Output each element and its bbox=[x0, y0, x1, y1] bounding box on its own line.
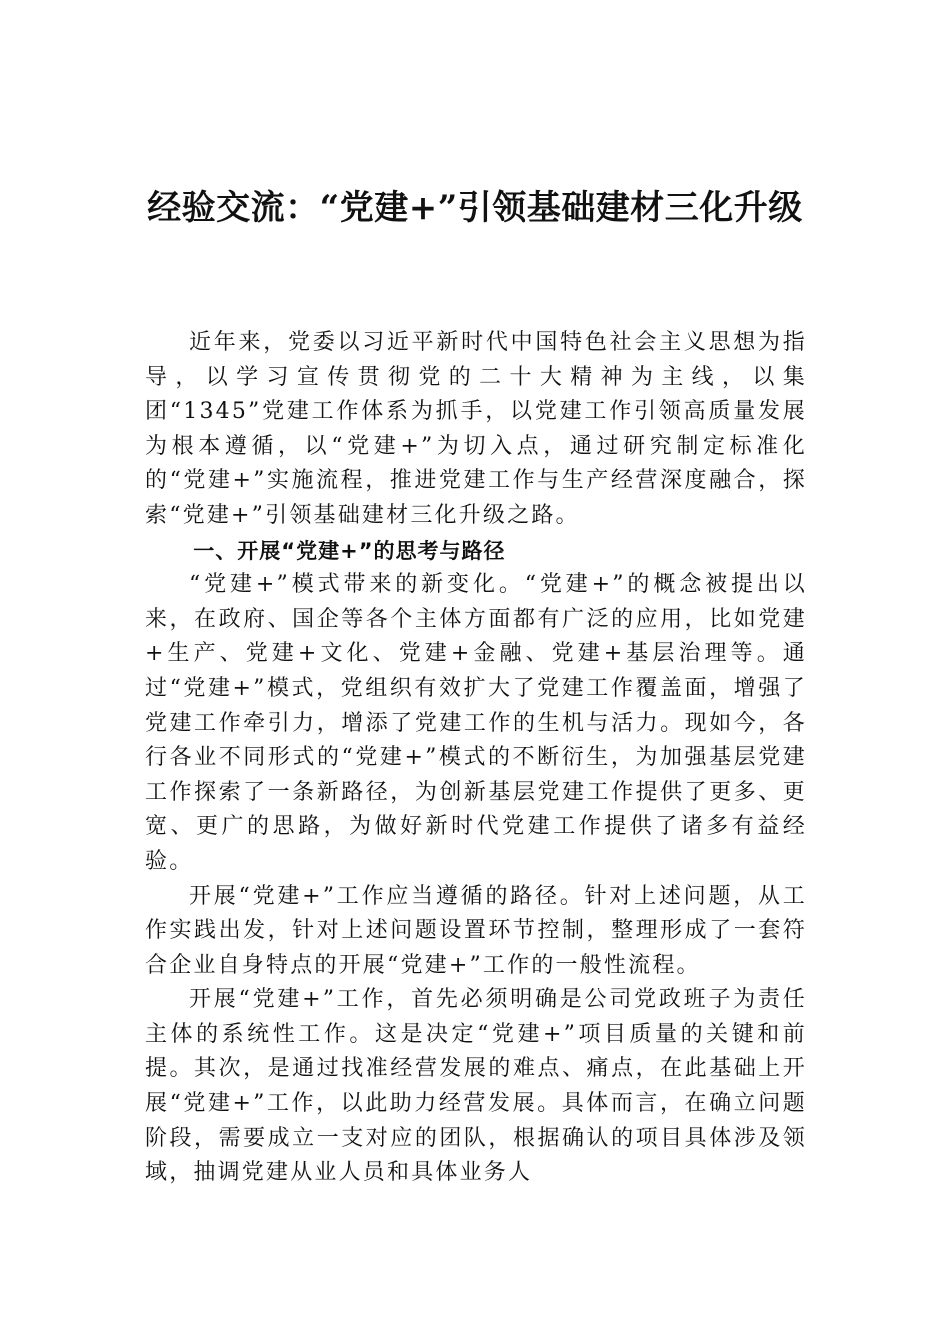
document-title: 经验交流：“党建+”引领基础建材三化升级 bbox=[147, 187, 803, 228]
body-paragraph: 开展“党建+”工作应当遵循的路径。针对上述问题，从工作实践出发，针对上述问题设置环节控制，整理形成了一套符合企业自身特点的开展“党建+”工作的一般性流程。 bbox=[145, 883, 807, 978]
intro-paragraph: 近年来，党委以习近平新时代中国特色社会主义思想为指导，以学习宣传贯彻党的二十大精神为主线，以集团“1345”党建工作体系为抓手，以党建工作引领高质量发展为根本遵循，以“党建+”为切入点，通过研究制定标准化的“党建+”实施流程，推进党建工作与生产经营深度融合，探索“党建+”引领基础建材三化升级之路。 bbox=[145, 330, 807, 528]
body-paragraph: “党建+”模式带来的新变化。“党建+”的概念被提出以来，在政府、国企等各个主体方面都有广泛的应用，比如党建+生产、党建+文化、党建+金融、党建+基层治理等。通过“党建+”模式，党组织有效扩大了党建工作覆盖面，增强了党建工作牵引力，增添了党建工作的生机与活力。现如今，各行各业不同形式的“党建+”模式的不断衍生，为加强基层党建工作探索了一条新路径，为创新基层党建工作提供了更多、更宽、更广的思路，为做好新时代党建工作提供了诸多有益经验。 bbox=[145, 572, 807, 874]
body-paragraph: 开展“党建+”工作，首先必须明确是公司党政班子为责任主体的系统性工作。这是决定“党建+”项目质量的关键和前提。其次，是通过找准经营发展的难点、痛点，在此基础上开展“党建+”工作，以此助力经营发展。具体而言，在确立问题阶段，需要成立一支对应的团队，根据确认的项目具体涉及领域，抽调党建从业人员和具体业务人 bbox=[145, 987, 807, 1186]
document-body bbox=[145, 326, 807, 1191]
section-heading: 一、开展“党建+”的思考与路径 bbox=[193, 538, 506, 563]
